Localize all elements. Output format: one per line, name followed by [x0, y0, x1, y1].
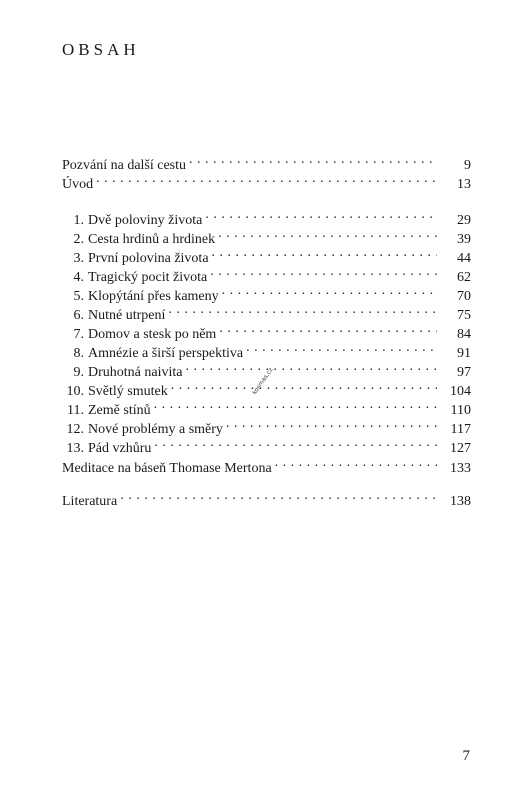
watermark-text: kosmas.cz	[251, 366, 275, 397]
toc-meditation	[62, 453, 471, 476]
dot-leader	[212, 243, 437, 262]
chapter-title: Domov a stesk po něm	[88, 327, 217, 342]
dot-leader	[189, 150, 437, 169]
chapter-title: Pád vzhůru	[88, 441, 152, 456]
chapter-page: 44	[437, 249, 471, 268]
chapter-page: 29	[437, 211, 471, 230]
toc-entry[interactable]	[62, 486, 471, 509]
toc-entry-page: 9	[437, 156, 471, 175]
chapter-title: Druhotná naivita	[88, 365, 183, 380]
chapter-number: 8.	[73, 346, 84, 361]
chapter-title: Nové problémy a směry	[88, 422, 223, 437]
chapter-title: Tragický pocit života	[88, 270, 208, 285]
toc-chapters	[62, 205, 471, 456]
dot-leader	[154, 395, 437, 414]
chapter-title: Nutné utrpení	[88, 308, 166, 323]
toc-entry[interactable]	[62, 150, 471, 173]
chapter-number: 11.	[67, 403, 84, 418]
dot-leader	[185, 357, 437, 376]
dot-leader	[218, 224, 437, 243]
toc-entry[interactable]	[62, 453, 471, 476]
chapter-page: 75	[437, 306, 471, 325]
chapter-number: 3.	[73, 251, 84, 266]
dot-leader	[205, 205, 437, 224]
chapter-number: 12.	[66, 422, 84, 437]
dot-leader	[222, 281, 437, 300]
dot-leader	[246, 338, 437, 357]
chapter-page: 127	[437, 439, 471, 458]
dot-leader	[219, 319, 437, 338]
dot-leader	[154, 433, 437, 452]
chapter-title: První polovina života	[88, 251, 209, 266]
chapter-page: 62	[437, 268, 471, 287]
toc-entry-page: 13	[437, 175, 471, 194]
dot-leader	[96, 169, 437, 188]
chapter-title: Dvě poloviny života	[88, 213, 203, 228]
dot-leader	[171, 376, 437, 395]
chapter-number: 5.	[73, 289, 84, 304]
chapter-title: Světlý smutek	[88, 384, 168, 399]
toc-entry-label: Pozvání na další cestu	[62, 158, 187, 173]
chapter-number: 13.	[66, 441, 84, 456]
chapter-page: 97	[437, 363, 471, 382]
chapter-number: 1.	[73, 213, 84, 228]
toc-front-matter	[62, 150, 471, 192]
page-title: OBSAH	[62, 40, 140, 59]
page-number: 7	[462, 748, 470, 764]
chapter-title: Země stínů	[88, 403, 151, 418]
chapter-number: 10.	[66, 384, 84, 399]
chapter-page: 117	[437, 420, 471, 439]
toc-entry-label: Meditace na báseň Thomase Mertona	[62, 461, 272, 476]
toc-chapter[interactable]	[62, 205, 471, 228]
chapter-page: 39	[437, 230, 471, 249]
chapter-title: Cesta hrdinů a hrdinek	[88, 232, 216, 247]
toc-entry-page: 138	[437, 492, 471, 511]
dot-leader	[168, 300, 437, 319]
toc-literature	[62, 486, 471, 509]
toc-entry[interactable]	[62, 169, 471, 192]
chapter-page: 110	[437, 401, 471, 420]
dot-leader	[275, 453, 437, 472]
chapter-title: Klopýtání přes kameny	[88, 289, 219, 304]
chapter-page: 104	[437, 382, 471, 401]
dot-leader	[226, 414, 437, 433]
chapter-page: 84	[437, 325, 471, 344]
toc-entry-page: 133	[437, 459, 471, 478]
chapter-title: Amnézie a širší perspektiva	[88, 346, 244, 361]
toc-entry-label: Literatura	[62, 494, 118, 509]
dot-leader	[120, 486, 437, 505]
chapter-page: 91	[437, 344, 471, 363]
chapter-number: 6.	[73, 308, 84, 323]
dot-leader	[210, 262, 437, 281]
chapter-page: 70	[437, 287, 471, 306]
chapter-number: 4.	[73, 270, 84, 285]
chapter-number: 7.	[73, 327, 84, 342]
toc-entry-label: Úvod	[62, 177, 94, 192]
chapter-number: 9.	[73, 365, 84, 380]
chapter-number: 2.	[73, 232, 84, 247]
